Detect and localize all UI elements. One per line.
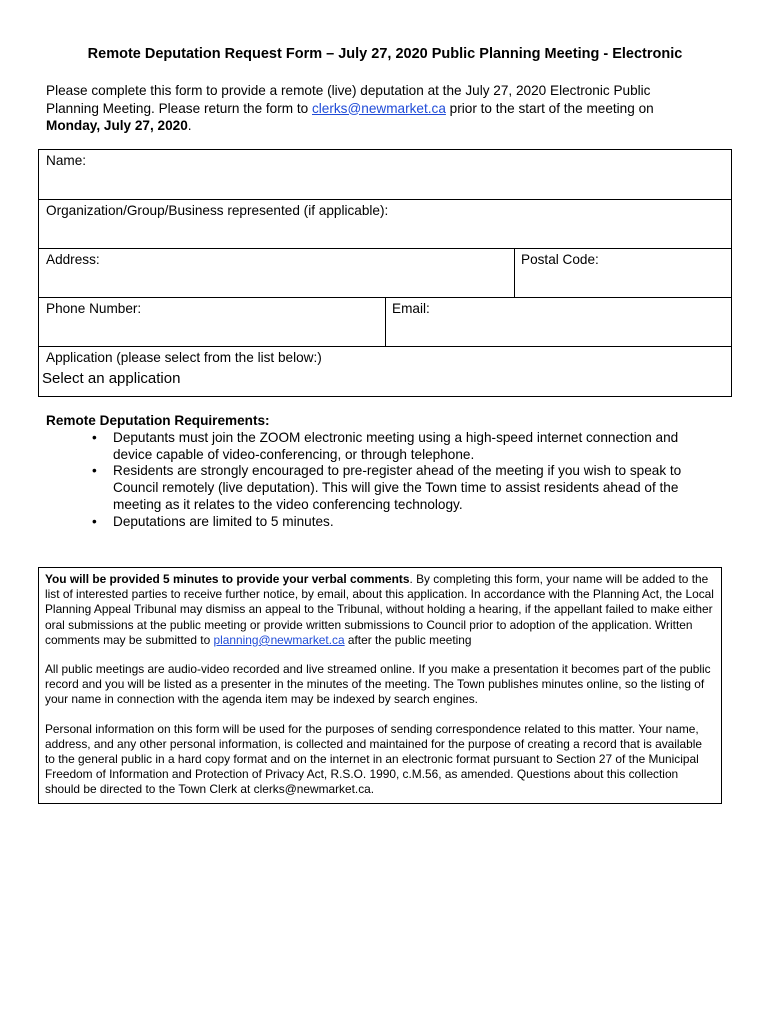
list-item: • Residents are strongly encouraged to pre-register ahead of the meeting if you wish to speak to Council remotely (live deputation). This will give the Town time to assist residents ahead of the meeting as it relates to the video conferencing technology. [113,463,706,513]
address-field[interactable] [39,249,514,298]
email-field[interactable] [385,298,731,347]
address-label: Address: [46,252,100,267]
postal-code-field[interactable] [514,249,731,298]
postal-code-label: Postal Code: [521,252,599,267]
deadline-date: Monday, July 27, 2020 [46,118,188,133]
planning-email-link[interactable]: planning@newmarket.ca [213,632,345,647]
phone-label: Phone Number: [46,301,142,316]
organization-label: Organization/Group/Business represented (if applicable): [46,203,389,218]
notice-paragraph-2: All public meetings are audio-video recorded and live streamed online. If you make a presentation it becomes part of the public record and you will be listed as a presenter in the minutes of the meeting. The Town publishes minutes online, so the listing of your name in connection with the agenda item may be indexed by search engines. [45,662,711,707]
phone-field[interactable] [39,298,385,347]
name-label: Name: [46,153,87,168]
name-field[interactable] [39,150,731,199]
notice-paragraph-1: You will be provided 5 minutes to provide your verbal comments. By completing this form, your name will be added to the list of interested parties to receive further notice, by email, about this application. In accordance with the Planning Act, the Local Planning Appeal Tribunal may dismiss an appeal to the Tribunal, without holding a hearing, if the appellant failed to make either oral submissions at the public meeting or provide written submissions to Council prior to adoption of the application. Written comments may be submitted to planning@newmarket.ca after the public meeting [45,572,714,647]
organization-row [39,199,731,249]
organization-field[interactable] [39,200,731,249]
intro-text-2: prior to the start of the meeting on [445,100,654,116]
notice-box [38,567,722,804]
intro-text: Please complete this form to provide a remote (live) deputation at the July 27, 2020 Electronic Public Planning Meeting. Please return the form to [46,83,651,116]
contact-row [39,297,731,347]
address-row [39,248,731,298]
requirements-heading: Remote Deputation Requirements: [46,413,270,428]
deputation-form [38,149,732,397]
application-label: Application (please select from the list below:) [46,350,322,365]
requirements-section [46,413,706,531]
page-title: Remote Deputation Request Form – July 27, 2020 Public Planning Meeting - Electronic [87,46,683,62]
clerks-email-link[interactable]: clerks@newmarket.ca [311,100,446,116]
application-field [39,347,731,371]
requirements-list [46,430,706,531]
list-item: • Deputants must join the ZOOM electronic meeting using a high-speed internet connection and device capable of video-conferencing, or through telephone. [113,430,706,464]
email-label: Email: [392,301,430,316]
application-select[interactable]: Select an application [42,370,181,387]
notice-paragraph-3: Personal information on this form will be used for the purposes of sending correspondence related to this matter. Your name, address, and any other personal information, is collected and maintained for the purpose of creating a record that is available to the general public in a hard copy format and on the internet in an electronic format pursuant to Section 27 of the Municipal Freedom of Information and Protection of Privacy Act, R.S.O. 1990, c.M.56, as amended. Questions about this collection should be directed to the Town Clerk at clerks@newmarket.ca. [45,721,703,797]
list-item: • Deputations are limited to 5 minutes. [113,514,706,531]
notice-bold: You will be provided 5 minutes to provide your verbal comments [45,572,410,586]
intro-paragraph: Please complete this form to provide a remote (live) deputation at the July 27, 2020 Electronic Public Planning Meeting. Please return the form to clerks@newmarket.ca prior to the start of the meeting on Monday, July 27, 2020. [46,83,654,133]
